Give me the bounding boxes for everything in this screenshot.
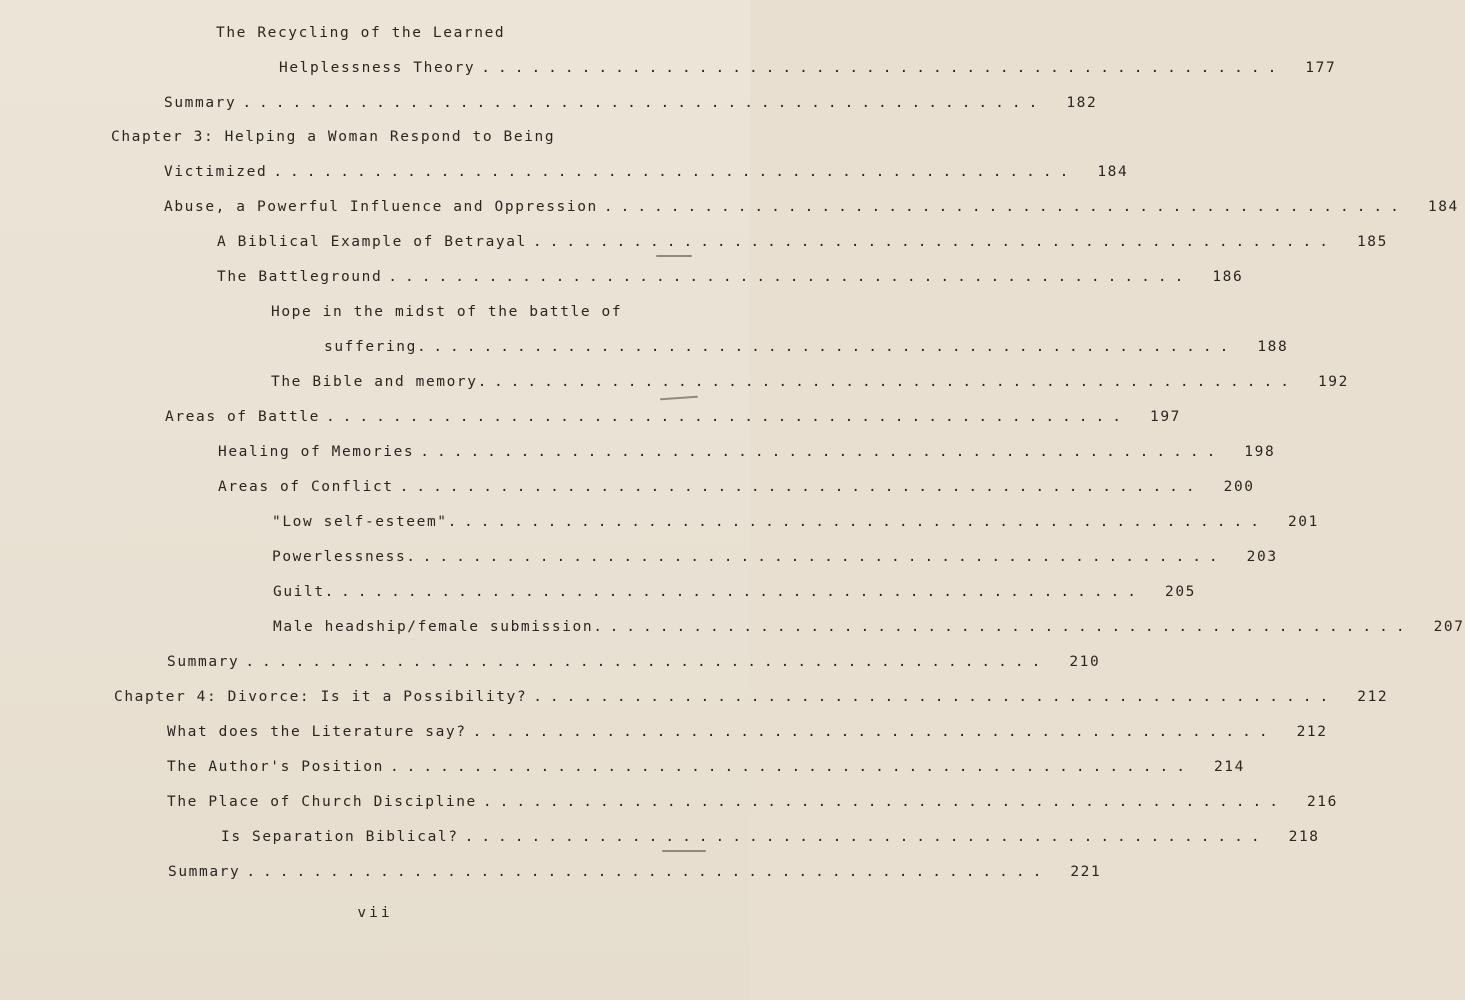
- entry-label: Summary: [167, 654, 240, 670]
- dot-leader: ................................................: [388, 269, 1192, 285]
- toc-entry-healing-memories: [218, 444, 1276, 468]
- dot-leader: ................................................: [532, 234, 1336, 250]
- entry-label: Chapter 3: Helping a Woman Respond to Being: [111, 129, 556, 145]
- dot-leader: ................................................: [481, 60, 1285, 76]
- toc-entry-low-self-esteem: [272, 514, 1319, 538]
- entry-label: What does the Literature say?: [167, 724, 467, 740]
- page-footer-number: vii: [357, 905, 393, 921]
- toc-entry-hope-midst: [271, 304, 622, 328]
- toc-entry-summary-ch2: [164, 95, 1098, 119]
- toc-entry-helplessness-theory: [279, 60, 1337, 84]
- toc-entry-abuse-influence: [164, 199, 1459, 223]
- entry-label: The Recycling of the Learned: [216, 25, 506, 41]
- dot-leader: ................................................: [609, 619, 1413, 635]
- entry-label: Chapter 4: Divorce: Is it a Possibility?: [114, 689, 528, 705]
- entry-label: The Place of Church Discipline: [167, 794, 477, 810]
- dot-leader: ................................................: [242, 95, 1046, 111]
- page-number: 221: [1070, 864, 1102, 880]
- toc-entry-chapter-3: [111, 129, 555, 153]
- toc-entry-summary-ch4: [168, 864, 1102, 888]
- toc-entry-literature: [167, 724, 1328, 748]
- dot-leader: ................................................: [493, 374, 1297, 390]
- pencil-underline: [662, 850, 706, 852]
- dot-leader: ................................................: [325, 409, 1129, 425]
- page-number: 177: [1305, 60, 1337, 76]
- entry-label: Male headship/female submission.: [273, 619, 604, 635]
- dot-leader: ................................................: [422, 549, 1226, 565]
- dot-leader: ................................................: [246, 864, 1050, 880]
- toc-entry-author-position: [167, 759, 1245, 783]
- page-number: 182: [1066, 95, 1098, 111]
- page-number: 201: [1287, 514, 1319, 530]
- entry-label: Is Separation Biblical?: [221, 829, 459, 845]
- entry-label: Healing of Memories: [218, 444, 415, 460]
- entry-label: Guilt.: [273, 584, 335, 600]
- toc-entry-areas-conflict: [218, 479, 1255, 503]
- page-number: 216: [1306, 794, 1338, 810]
- toc-entry-guilt: [273, 584, 1197, 608]
- toc-entry-church-discipline: [167, 794, 1338, 818]
- page-number: 185: [1356, 234, 1388, 250]
- toc-entry-bible-memory: [271, 374, 1349, 398]
- page-number: 197: [1149, 409, 1181, 425]
- page-number: 200: [1223, 479, 1255, 495]
- entry-label: Areas of Battle: [165, 409, 320, 425]
- page-number: 218: [1288, 829, 1320, 845]
- dot-leader: ................................................: [389, 759, 1193, 775]
- page-number: 214: [1213, 759, 1245, 775]
- entry-label: Summary: [164, 95, 237, 111]
- toc-entry-suffering: [324, 339, 1289, 363]
- dot-leader: ................................................: [603, 199, 1407, 215]
- dot-leader: ................................................: [245, 654, 1049, 670]
- entry-label: Hope in the midst of the battle of: [271, 304, 623, 320]
- page-number: 205: [1165, 584, 1197, 600]
- entry-label: Helplessness Theory: [279, 60, 476, 76]
- dot-leader: ................................................: [433, 339, 1237, 355]
- dot-leader: ................................................: [420, 444, 1224, 460]
- toc-entry-areas-battle: [165, 409, 1181, 433]
- toc-entry-summary-ch3: [167, 654, 1101, 678]
- dot-leader: ................................................: [472, 724, 1276, 740]
- entry-label: Powerlessness.: [272, 549, 417, 565]
- dot-leader: ................................................: [463, 514, 1267, 530]
- dot-leader: ................................................: [464, 829, 1268, 845]
- dot-leader: ................................................: [340, 584, 1145, 600]
- page-number: 184: [1427, 199, 1459, 215]
- toc-entry-battleground: [217, 269, 1244, 293]
- pencil-underline: [656, 255, 692, 257]
- entry-label: Summary: [168, 864, 241, 880]
- entry-label: The Bible and memory.: [271, 374, 488, 390]
- page-number: 212: [1357, 689, 1389, 705]
- dot-leader: ................................................: [399, 479, 1203, 495]
- page-number: 203: [1246, 549, 1278, 565]
- toc-entry-chapter-4: [114, 689, 1389, 713]
- page-number: 192: [1317, 374, 1349, 390]
- page-number: 184: [1097, 164, 1129, 180]
- dot-leader: ................................................: [273, 164, 1077, 180]
- entry-label: Abuse, a Powerful Influence and Oppression: [164, 199, 598, 215]
- entry-label: The Battleground: [217, 269, 383, 285]
- dot-leader: ................................................: [482, 794, 1286, 810]
- page-number: 186: [1212, 269, 1244, 285]
- entry-label: Victimized: [164, 164, 268, 180]
- page-number: 210: [1069, 654, 1101, 670]
- page-number: 198: [1244, 444, 1276, 460]
- page-number: 207: [1433, 619, 1465, 635]
- toc-entry-victimized: [164, 164, 1129, 188]
- toc-entry-separation: [221, 829, 1320, 853]
- entry-label: A Biblical Example of Betrayal: [217, 234, 527, 250]
- entry-label: "Low self-esteem".: [272, 514, 458, 530]
- entry-label: suffering.: [324, 339, 428, 355]
- dot-leader: ................................................: [533, 689, 1337, 705]
- entry-label: Areas of Conflict: [218, 479, 394, 495]
- page-number: 188: [1257, 339, 1289, 355]
- entry-label: The Author's Position: [167, 759, 384, 775]
- page-number: 212: [1296, 724, 1328, 740]
- toc-entry-recycling-learned: [216, 25, 505, 49]
- toc-entry-male-headship: [273, 619, 1465, 643]
- toc-entry-powerlessness: [272, 549, 1278, 573]
- toc-entry-biblical-betrayal: [217, 234, 1388, 258]
